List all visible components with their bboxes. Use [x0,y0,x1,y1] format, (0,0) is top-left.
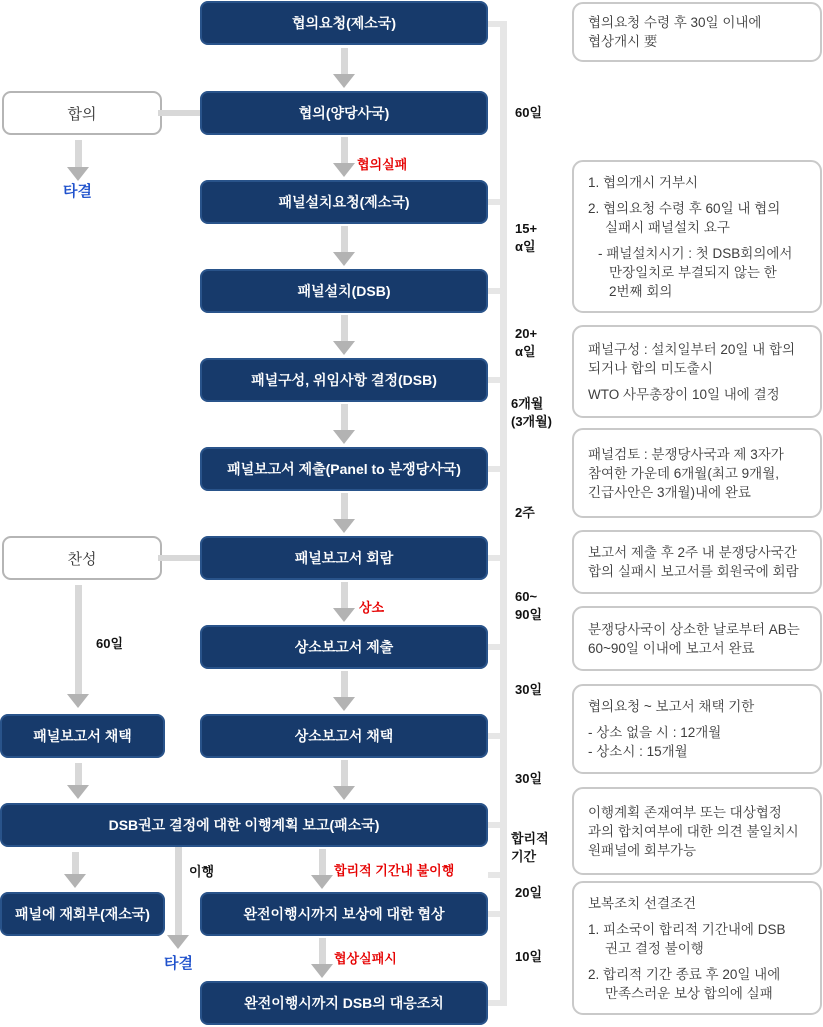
timeline-stub [488,555,507,561]
timeline-label-reasonable-period: 합리적 기간 [511,831,549,864]
note-panel-request-conditions: 1. 협의개시 거부시 2. 협의요청 수령 후 60일 내 협의 실패시 패널설치 요구 - 패널설치시기 : 첫 DSB회의에서 만장일치로 부결되지 않는 한 2번째 회의 [572,160,822,313]
flow-box-panel-establishment: 패널설치(DSB) [200,269,488,313]
timeline-label-2w: 2주 [515,505,535,520]
flow-box-dsb-countermeasures: 완전이행시까지 DSB의 대응조치 [200,981,488,1025]
note-consultation-start: 협의요청 수령 후 30일 이내에 협상개시 要 [572,2,822,62]
timeline-stub [488,21,507,27]
timeline-label-30d-a: 30일 [515,682,543,697]
arrow-down-icon [333,493,355,533]
label-negotiation-fail: 협상실패시 [334,951,397,966]
timeline-stub [488,872,507,878]
arrow-down-icon [67,140,89,181]
label-appeal: 상소 [359,600,385,615]
timeline-label-60-90d: 60~ 90일 [515,589,543,622]
flow-box-compensation-negotiation: 완전이행시까지 보상에 대한 협상 [200,892,488,936]
label-settled-top: 타결 [63,183,92,200]
flow-box-consultation: 협의(양당사국) [200,91,488,135]
label-reasonable-period-fail: 합리적 기간내 불이행 [334,863,455,878]
flow-box-panel-report-submission: 패널보고서 제출(Panel to 분쟁당사국) [200,447,488,491]
timeline-line [500,21,507,1006]
arrow-down-icon [311,938,333,978]
flow-box-panel-composition: 패널구성, 위임사항 결정(DSB) [200,358,488,402]
arrow-down-icon [333,226,355,266]
flow-box-appeal-report-adoption: 상소보고서 채택 [200,714,488,758]
note-retaliation-preconditions: 보복조치 선결조건 1. 피소국이 합리적 기간내에 DSB 권고 결정 불이행 2. 합리적 기간 종료 후 20일 내에 만족스러운 보상 합의에 실패 [572,881,822,1015]
arrow-down-icon [333,315,355,355]
arrow-down-icon [311,849,333,889]
arrow-down-icon [64,852,86,888]
arrow-down-icon [333,404,355,444]
arrow-down-icon [333,582,355,622]
arrow-down-icon [167,847,189,949]
label-implementation: 이행 [189,864,215,879]
flow-box-panel-referral: 패널에 재회부(재소국) [0,892,165,936]
timeline-label-10d: 10일 [515,949,543,964]
timeline-stub [488,822,507,828]
note-panel-review: 패널검토 : 분쟁당사국과 제 3자가 참여한 가운데 6개월(최고 9개월, 긴급사안은 3개월)내에 완료 [572,428,822,518]
timeline-stub [488,288,507,294]
arrow-down-icon [67,763,89,799]
timeline-label-15a: 15+ α일 [515,221,538,254]
arrow-down-icon [333,137,355,177]
timeline-label-30d-b: 30일 [515,771,543,786]
flow-box-implementation-plan-report: DSB권고 결정에 대한 이행계획 보고(패소국) [0,803,488,847]
side-box-agreement: 합의 [2,91,162,135]
note-panel-referral-condition: 이행계획 존재여부 또는 대상협정 과의 합치여부에 대한 의견 불일치시 원패널에 회부가능 [572,787,822,875]
timeline-stub [488,911,507,917]
timeline-stub [488,733,507,739]
timeline-stub [488,377,507,383]
timeline-label-20a: 20+ α일 [515,326,538,359]
timeline-label-20d: 20일 [515,885,543,900]
timeline-stub [488,644,507,650]
note-panel-composition: 패널구성 : 설치일부터 20일 내 합의 되거나 합의 미도출시 WTO 사무총장이 10일 내에 결정 [572,325,822,418]
timeline-stub [488,1000,507,1006]
label-adoption-days: 60일 [96,636,124,651]
connector-agreement-consultation [158,110,200,116]
flow-box-panel-report-adoption: 패널보고서 채택 [0,714,165,758]
arrow-down-icon [333,48,355,88]
label-consultation-fail: 협의실패 [357,157,408,172]
timeline-stub [488,199,507,205]
flow-box-panel-establishment-request: 패널설치요청(제소국) [200,180,488,224]
note-report-circulation: 보고서 제출 후 2주 내 분쟁당사국간 합의 실패시 보고서를 회원국에 회람 [572,530,822,594]
timeline-stub [488,466,507,472]
flow-box-consultation-request: 협의요청(제소국) [200,1,488,45]
arrow-down-icon [333,671,355,711]
note-adoption-deadline: 협의요청 ~ 보고서 채택 기한 - 상소 없을 시 : 12개월 - 상소시 : 15개월 [572,684,822,774]
arrow-down-icon [333,760,355,800]
connector-approval-circulation [158,555,200,561]
arrow-down-icon [67,585,89,708]
label-settled-bottom: 타결 [164,955,193,972]
flow-box-appeal-report-submission: 상소보고서 제출 [200,625,488,669]
timeline-label-6m: 6개월 (3개월) [511,396,553,429]
side-box-approval: 찬성 [2,536,162,580]
flow-box-panel-report-circulation: 패널보고서 회람 [200,536,488,580]
timeline-label-60d: 60일 [515,105,543,120]
note-appellate-body: 분쟁당사국이 상소한 날로부터 AB는 60~90일 이내에 보고서 완료 [572,606,822,671]
